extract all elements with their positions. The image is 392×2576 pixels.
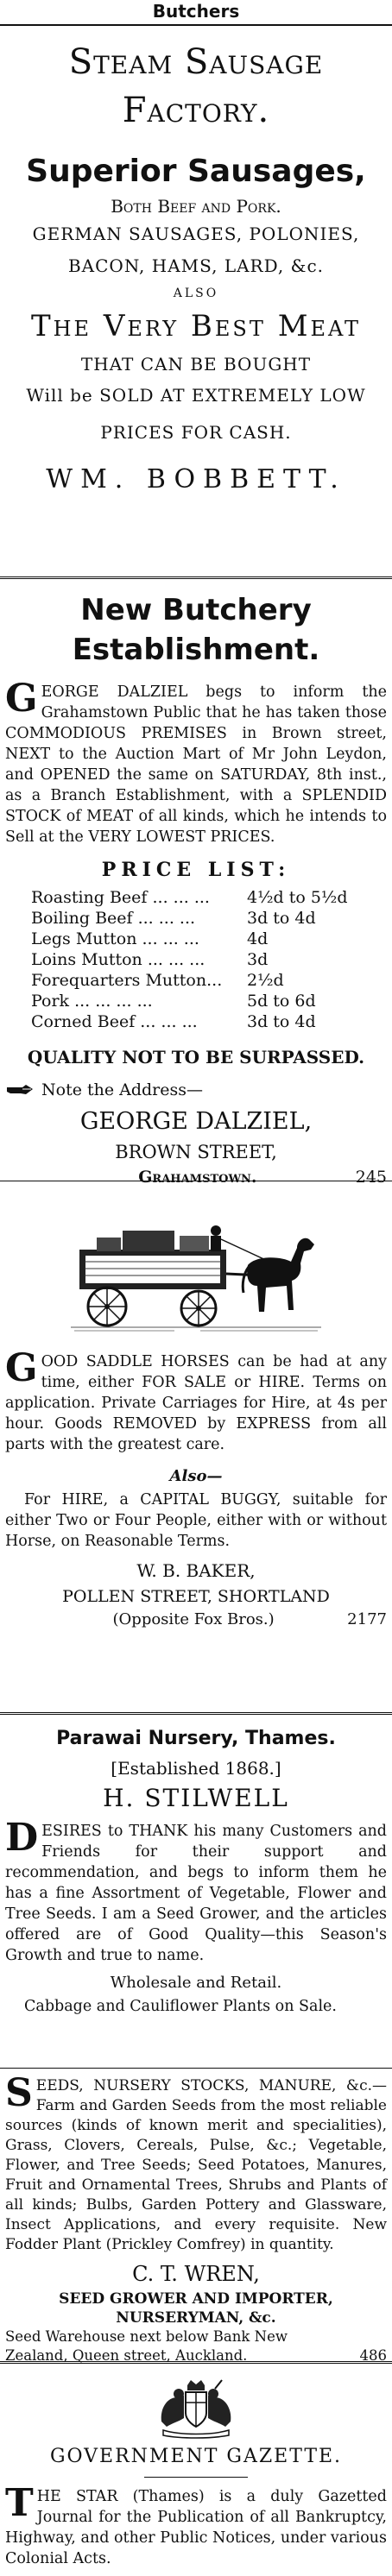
ad-wholesale: Wholesale and Retail.: [110, 1974, 282, 1992]
price-item: Corned Beef ... ... ...: [31, 1012, 198, 1031]
price-row: [31, 991, 387, 1011]
ad-body-text: EEDS, NURSERY STOCKS, MANURE, &c.—Farm and Garden Seeds from the most reliable sources (kinds of known merit and specialities), Grass, Clovers, Cereals, Pulse, &c.; Vegetable, Flower, and Tree Seeds; Seed Potatoes, Manures, Fruit and Ornamental Trees, Shrubs and Plants of all kinds; Bulbs, Garden Pottery and Glassware, Insect Applications, and every requisite. New Fodder Plant (Prickley Comfrey) in quantity.: [5, 2077, 387, 2253]
price-row: [31, 1011, 387, 1032]
price-value: 4½d to 5½d: [247, 888, 348, 907]
ad-line: Both Beef and Pork.: [111, 196, 281, 217]
advert-wren: [0, 2071, 392, 2364]
divider: [0, 576, 392, 579]
ad-body: [5, 1816, 387, 1966]
price-item: Boiling Beef ... ... ...: [31, 909, 196, 928]
price-item: Forequarters Mutton...: [31, 971, 223, 990]
ad-address: POLLEN STREET, SHORTLAND: [62, 1587, 330, 1606]
drop-cap: S: [5, 2071, 33, 2115]
ad-body: [5, 1346, 387, 1455]
ad-line: BACON, HAMS, LARD, &c.: [67, 255, 325, 276]
ad-address: Seed Warehouse next below Bank New Zealand, Queen street, Auckland.: [5, 2328, 288, 2364]
price-row: [31, 908, 387, 929]
ad-address-row: [5, 1609, 387, 1631]
ad-name: H. STILWELL: [103, 1784, 289, 1812]
divider: [0, 24, 392, 26]
divider: [0, 2361, 392, 2364]
ad-ref-number: 486: [359, 2347, 387, 2364]
price-item: Roasting Beef ... ... ...: [31, 888, 210, 907]
ad-title-2: NURSERYMAN, &c.: [116, 2309, 276, 2327]
advert-stilwell: [0, 1719, 392, 2047]
ad-body-text: HE STAR (Thames) is a duly Gazetted Journal for the Publication of all Bankruptcy, Highway, and other Public Notices, under various Colonial Acts.: [5, 2488, 387, 2567]
ad-address-row: [5, 2327, 387, 2365]
ad-line: THAT CAN BE BOUGHT: [80, 354, 312, 375]
note-text: Note the Address—: [41, 1080, 204, 1099]
drop-cap: G: [5, 677, 38, 721]
advert-dalziel: [0, 583, 392, 1187]
ad-signature: W. B. BAKER,: [136, 1560, 256, 1581]
price-value: 3d to 4d: [247, 909, 316, 928]
section-header: [0, 0, 392, 24]
address-town: Grahamstown.: [138, 1168, 257, 1187]
divider: [0, 1712, 392, 1715]
short-rule: [144, 2477, 248, 2478]
ad-name: C. T. WREN,: [132, 2262, 260, 2286]
ad-headline: Steam Sausage Factory.: [68, 42, 324, 130]
ad-also: ALSO: [173, 287, 219, 300]
price-list: [5, 887, 387, 1032]
ad-body: [5, 2481, 387, 2569]
ad-headline: GOVERNMENT GAZETTE.: [49, 2446, 343, 2467]
pointing-hand-icon: [5, 1083, 35, 1097]
horse-carriage-engraving: [5, 1213, 387, 1334]
ad-signature: WM. BOBBETT.: [46, 464, 346, 494]
drop-cap: G: [5, 1346, 38, 1390]
price-row: [31, 887, 387, 908]
section-title: Butchers: [152, 1, 240, 22]
drop-cap: D: [5, 1816, 39, 1860]
divider: [0, 2068, 392, 2069]
ad-ref-number: 2177: [347, 1610, 387, 1628]
quality-line: QUALITY NOT TO BE SURPASSED.: [27, 1047, 365, 1068]
price-value: 2½d: [247, 971, 284, 990]
ad-opposite: (Opposite Fox Bros.): [112, 1610, 275, 1628]
royal-coat-of-arms: [5, 2378, 387, 2439]
ad-body: [5, 677, 387, 847]
advert-gazette: [0, 2366, 392, 2576]
ad-also: Also—: [169, 1467, 223, 1485]
address-street: BROWN STREET,: [115, 1142, 277, 1162]
ad-line: GERMAN SAUSAGES, POLONIES,: [32, 224, 360, 244]
ad-plants: Cabbage and Cauliflower Plants on Sale.: [24, 1998, 337, 2015]
price-value: 3d: [247, 950, 269, 969]
price-row: [31, 929, 387, 949]
ad-title-1: SEED GROWER AND IMPORTER,: [59, 2290, 333, 2308]
price-value: 4d: [247, 929, 269, 948]
ad-line: Will be SOLD AT EXTREMELY LOW: [26, 385, 366, 406]
note-line: [5, 1079, 387, 1101]
address-name: GEORGE DALZIEL,: [79, 1108, 313, 1135]
ad-subhead: Superior Sausages,: [26, 154, 366, 189]
ad-body-text: ESIRES to THANK his many Customers and Friends for their support and recommendation, and begs to inform them he has a fine Assortment of Vegetable, Flower and Tree Seeds. I am a Seed Grower, and the articles offered are of Good Quality—this Season's Growth and true to name.: [5, 1823, 387, 1964]
ad-ref-number: 245: [355, 1168, 387, 1187]
ad-body: [5, 2071, 387, 2255]
price-item: Loins Mutton ... ... ...: [31, 950, 205, 969]
ad-body-text: EORGE DALZIEL begs to inform the Grahamstown Public that he has taken those COMMODIOUS PREMISES in Brown street, NEXT to the Auction Mart of Mr John Leydon, and OPENED the same on SATURDAY, 8th inst., as a Branch Establishment, with a SPLENDID STOCK of MEAT of all kinds, which he intends to Sell at the VERY LOWEST PRICES.: [5, 683, 387, 846]
drop-cap: T: [5, 2481, 34, 2525]
ad-headline: Parawai Nursery, Thames.: [56, 1728, 336, 1749]
ad-body-2: For HIRE, a CAPITAL BUGGY, suitable for either Two or Four People, either with or without Horse, on Reasonable Terms.: [5, 1491, 387, 1550]
ad-body-text: OOD SADDLE HORSES can be had at any time, either FOR SALE or HIRE. Terms on application. Private Carriages for Hire, at 4s per hour. Goods REMOVED by EXPRESS from all parts with the greatest care.: [5, 1353, 387, 1453]
advert-baker: [0, 1184, 392, 1709]
price-value: 3d to 4d: [247, 1012, 316, 1031]
price-value: 5d to 6d: [247, 992, 316, 1011]
ad-headline: New Butchery Establishment.: [72, 593, 320, 667]
ad-line: PRICES FOR CASH.: [100, 422, 292, 443]
price-item: Pork ... ... ... ...: [31, 992, 153, 1011]
ad-established: [Established 1868.]: [111, 1758, 281, 1779]
advert-bobbett: [0, 29, 392, 564]
price-item: Legs Mutton ... ... ...: [31, 929, 199, 948]
price-list-title: PRICE LIST:: [101, 859, 291, 881]
ad-line-large: The Very Best Meat: [30, 309, 362, 343]
price-row: [31, 970, 387, 991]
price-row: [31, 949, 387, 970]
